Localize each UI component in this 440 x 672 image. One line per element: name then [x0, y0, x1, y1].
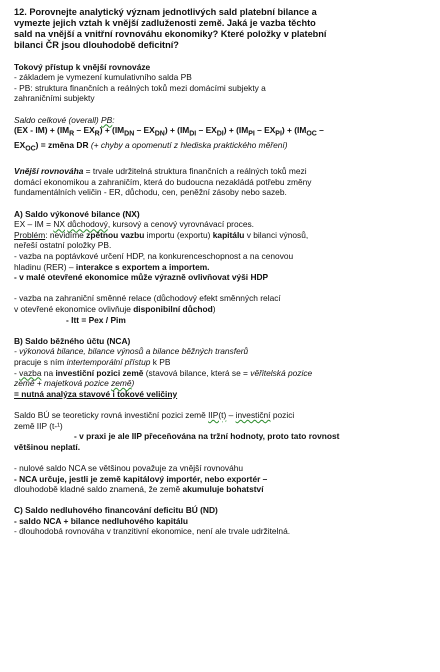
section-b-line: - v praxi je ale IIP přeceňována na tržní hodnoty, proto tato rovnost	[74, 431, 340, 442]
section-a	[14, 209, 426, 326]
tok-section	[14, 62, 426, 104]
section-b-line: pracuje s ním intertemporální přístup k PB	[14, 356, 171, 367]
section-b-line: země IIP (t-¹)	[14, 420, 63, 431]
section-c	[14, 505, 426, 537]
section-c-line: - dlouhodobá rovnováha v tranzitivní ekonomice, není ale trvale udržitelná.	[14, 526, 291, 537]
section-a-line: - vazba na zahraniční směnné relace (důchodový efekt směnných relací	[14, 293, 281, 304]
section-b	[14, 336, 426, 495]
question-block	[14, 7, 426, 51]
vnejsi-section	[14, 166, 426, 198]
section-b-line: země + majetková pozice země)	[14, 378, 135, 389]
section-a-line: - Itt = Pex / Pim	[66, 314, 126, 325]
saldo-label: Saldo celkové (overall) PB:	[14, 114, 115, 125]
section-a-line: Problém: nevidíme zpětnou vazbu importu (exportu) kapitálu v bilanci výnosů,	[14, 229, 309, 240]
saldo-section	[14, 115, 426, 156]
section-a-line: hladinu (RER) – interakce s exportem a importem.	[14, 261, 210, 272]
section-b-line: = nutná analýza stavové i tokové veličiny	[14, 388, 178, 399]
section-a-line: EX – IM = NX důchodový, kursový a cenový vyrovnávací proces.	[14, 219, 254, 230]
section-c-line: - saldo NCA + bilance nedluhového kapitálu	[14, 515, 188, 526]
section-b-line: - vazba na investiční pozici země (stavová bilance, která se = věřitelská pozice	[14, 367, 313, 378]
saldo-formula-line1: $(EX - IM) + (IM_R - EX_R) + (IM_{DN} - EX_{DN}) + (IM_{DI} - EX_{DI}) + (IM_{PI} - EX_{PI}) + (IM_{OC}$ –	[14, 125, 324, 138]
section-b-line: Saldo BÚ se teoreticky rovná investiční pozici země IIP(t) – investiční pozici	[14, 409, 295, 420]
question-line: bilanci ČR jsou dlouhodobě deficitní?	[14, 40, 179, 50]
section-c-heading: C) Saldo nedluhového financování deficitu BÚ (ND)	[14, 505, 218, 516]
vnejsi-line: Vnější rovnováha = trvale udržitelná struktura finančních a reálných toků mezi	[14, 166, 307, 177]
section-b-line: dlouhodobě kladné saldo znamená, že země akumuluje bohatství	[14, 484, 264, 495]
section-a-line: v otevřené ekonomice ovlivňuje disponibilní důchod)	[14, 304, 216, 314]
section-b-line: - nulové saldo NCA se většinou považuje za vnější rovnováhu	[14, 462, 244, 473]
tok-line: - základem je vymezení kumulativního salda PB	[14, 72, 192, 83]
section-a-line: - v malé otevřené ekonomice může výrazně ovlivňovat výši HDP	[14, 272, 269, 283]
section-b-line: většinou neplatí.	[14, 441, 81, 452]
section-a-line: neřeší ostatní položky PB.	[14, 240, 112, 251]
saldo-formula-line2: $EX_{OC}$) = změna DR (+ chyby a opomenutí z hlediska praktického měření)	[14, 140, 288, 154]
tok-line: - PB: struktura finančních a reálných toků mezi domácími subjekty a	[14, 82, 266, 93]
question-line: 12. Porovnejte analytický význam jednotlivých sald platební bilance a	[14, 7, 317, 17]
tok-line: zahraničními subjekty	[14, 93, 95, 104]
section-a-line: - vazba na poptávkové určení HDP, na konkurenceschopnost a na cenovou	[14, 251, 294, 262]
vnejsi-line: fundamentálních veličin - ER, důchodu, cen, peněžní zásoby nebo sazeb.	[14, 187, 287, 198]
section-b-heading: B) Saldo běžného účtu (NCA)	[14, 335, 131, 346]
section-b-line: - NCA určuje, jestli je země kapitálový importér, nebo exportér –	[14, 473, 268, 484]
vnejsi-line: domácí ekonomikou a zahraničím, která do budoucna nezakládá potřebu změny	[14, 176, 312, 187]
question-line: vymezte jejich vztah k vnější zadluženosti země. Jaká je vazba těchto	[14, 18, 316, 28]
section-a-heading: A) Saldo výkonové bilance (NX)	[14, 208, 140, 219]
question-line: sald na vnější a vnitřní rovnováhu ekonomiky? Které položky v platební	[14, 29, 327, 39]
section-b-line: - výkonová bilance, bilance výnosů a bilance běžných transferů	[14, 346, 249, 357]
tok-heading: Tokový přístup k vnější rovnováze	[14, 61, 151, 72]
